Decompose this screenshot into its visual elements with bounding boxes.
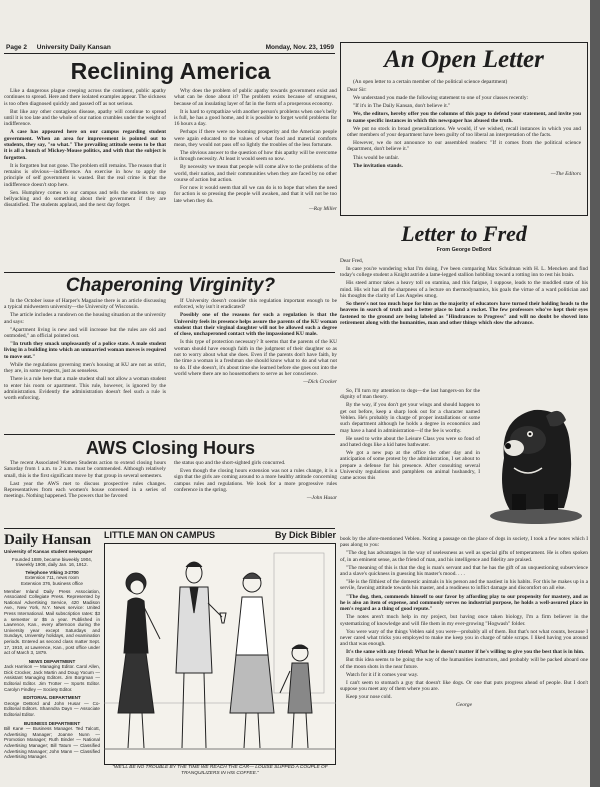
open-letter-body [347, 79, 581, 213]
signature-george: George [456, 702, 472, 709]
masthead [4, 531, 100, 783]
aws-title: AWS Closing Hours [85, 438, 255, 458]
paragraph: Even though the closing hours extension was not a rules change, it is a sign that the girls are coming around to a more healthy attitude concerning campus rules and regulations. We look for a more progressive rules conference in the spring. [174, 468, 337, 493]
paragraph: However, we do not announce to our assembled readers: "If it comes from the political science department, don't believe it." [347, 140, 581, 153]
paragraph: By the way, if you don't get your wings and should happen to get out before, keep a sharp look out for a character named Veblen. He's probably in charge of proper installations or some such department although he holds a degree in economics and may have a hand in administration—if the fee is worthy. [340, 402, 480, 434]
paragraph: We put no stock in broad generalizations. We would, if we wished, recall instances in which you and other members of your department have been guilty of too liberal an interpretation of the facts. [347, 125, 581, 139]
paragraph: It is forgotten but not gone. The problem still remains. The reason that it remains is obvious—indifference. An exercise in how to apply the principle of self government is wasted. But the real crime is that the indifference doesn't stop here. [4, 162, 166, 188]
news-dept-head: NEWS DEPARTMENT [28, 658, 76, 664]
byline-dick-crocker: —Dick Crocker [303, 378, 337, 385]
letter-bottom-text [340, 536, 588, 785]
paragraph: The invitation stands. [353, 162, 403, 169]
aws-col-1 [4, 460, 166, 526]
masthead-member: Member Inland Daily Press Association, Associated Collegiate Press. Represented by National Advertising Service, 420 Madison Ave., New York, N.Y. News service: United Press International. Mail subscription rates: $3 a semester or $5 a year. Published in Lawrence, Kan., every afternoon during the University year except Saturdays and Sundays, University holidays, and examination periods. Entered as second class matter Sept. 17, 1910, at Lawrence, Kan., post office under act of March 3, 1879. [4, 588, 100, 656]
chaperoning-title: Chaperoning Virginity? [65, 275, 276, 296]
cartoon [104, 529, 336, 785]
issue-date: Monday, Nov. 23, 1959 [265, 44, 334, 51]
open-letter-box [340, 42, 588, 216]
page-header [6, 44, 336, 53]
paragraph: It's the same with any friend: What he is doesn't matter if he's willing to give you the best that is in him. [346, 649, 585, 656]
paragraph: Is this type of protection necessary? It seems that the parents of the KU woman should have enough faith in the judgment of their daughter so as not to worry about what she does. Even if the parents don't have faith, by the time a woman is a freshman she should know what to do and what not to do. If she doesn't, it's about time she learned before she goes out into the world where there are no housemothers to serve as her conscience. [174, 339, 337, 377]
masthead-phone-3: Extension 376, business office [21, 580, 83, 586]
chaperoning-col-1 [4, 298, 166, 432]
business-dept-head: BUSINESS DEPARTMENT [23, 720, 81, 726]
masthead-founded-2: triweekly 1908, daily Jan. 16, 1912. [16, 562, 88, 568]
paragraph: "In truth they smack unpleasantly of a police state. A male student living in a building into which an unmarried woman moves is required to move out." [4, 341, 166, 360]
cartoon-caption: "WE'LL BE NO TROUBLE BY THE TIME WE REACH THE CAR— LOUISE SLIPPED A COUPLE OF TRANQUILIZERS IN HIS COFFEE." [112, 765, 328, 776]
paragraph: But this idea seems to be going the way of the humanities instructors, and probably will be packed aboard one of the moon shots in the near future. [340, 657, 588, 670]
aws-col-2 [174, 460, 337, 526]
paragraph: You were wary of the things Veblen said you were—probably all of them. But that's not what counts, because I never cared what tricks you employed to make me keep you in charge of table scraps. I liked having you around and that was enough. [340, 628, 588, 648]
section-rule [4, 272, 335, 273]
cartoon-drawing [104, 543, 336, 765]
paragraph: In case you're wondering what I'm doing, I've been comparing Max Schulman with H. L. Mencken and find today's college student a Knight astride a lame-legged stallion hobbling toward a rotting inn to rest his brain. [340, 266, 588, 279]
page-number: Page 2 [6, 44, 27, 51]
letter-to-fred [340, 220, 588, 785]
paragraph: Keep your nose cold. [346, 694, 392, 701]
letter-to-fred-title: Letter to Fred [401, 221, 527, 246]
paragraph: We, the editors, hereby offer you the columns of this page to defend your statement, and invite you to name specific instances in which this newspaper has abused the truth. [347, 111, 581, 124]
business-dept-staff: Bill Kane — Business Manager. Ted Talcott, Advertising Manager; Joanne Nunn — Promotion Manager; Ruth Binder — National Advertising Manager; Bill Tatum — Classified Advertising Manager; John Mann — Classified Advertising Manager. [4, 726, 100, 760]
byline-ray-miller: —Ray Miller [309, 205, 337, 212]
paragraph: The recent Associated Women Students action to extend closing hours Saturday from 1 a.m. to 2 a.m. must be commended. Although relatively small, this is the first significant move by that group in several semesters. [4, 460, 166, 479]
paragraph: Dear Sir: [347, 87, 367, 94]
paragraph: This would be unfair. [353, 154, 400, 161]
masthead-phone-2: Extension 711, news room [25, 575, 79, 581]
reclining-col-1 [4, 88, 166, 270]
paragraph: So, I'll turn my attention to dogs—the last hangers-on for the dignity of man theory. [340, 388, 480, 401]
paragraph: We understand you made the following statement to one of your classes recently: [353, 95, 529, 102]
paragraph: But like any other contagious disease, apathy will continue to spread until it is too late and the whole of our nation crumbles under the weight of indifference. [4, 108, 166, 128]
paragraph: Watch for it if it comes your way. [346, 671, 419, 678]
paragraph: While the regulations governing men's housing at KU are not as strict, they are, in some respects, just as senseless. [4, 361, 166, 375]
paragraph: It is hard to sympathize with another person's problems when one's belly is full, he has a good home, and it is possible to forget world problems for 16 hours a day. [174, 108, 337, 128]
cartoon-header [104, 529, 336, 541]
paragraph: In the October issue of Harper's Magazine there is an article discussing a typical midwestern university—the University of Wisconsin. [4, 298, 166, 311]
letter-top-text [340, 258, 588, 386]
section-rule [4, 434, 335, 435]
reclining-col-2 [174, 88, 337, 270]
paragraph: the status quo and the short-sighted girls concurred. [174, 460, 286, 466]
byline-editors: —The Editors [550, 170, 581, 177]
paper-name: University Daily Kansan [36, 44, 111, 51]
paragraph: (An open letter to a certain member of the political science department) [353, 79, 508, 85]
paragraph: "The meaning of this is that the dog is man's servant and that he has the gift of an unquestioning subservience and a slave's quickness in guessing his master's mood. . . . [340, 564, 588, 578]
editorial-dept-staff: George DeBord and John Husar — Co-Editorial Editors. Shanndra Dayn — Associate Editorial Editor. [4, 700, 100, 718]
masthead-owner: University of Kansas student newspaper [4, 549, 93, 554]
cartoon-title: LITTLE MAN ON CAMPUS [104, 530, 215, 540]
header-rule [4, 53, 335, 54]
paragraph: He used to write about the Leisure Class you were so fond of and hated dogs like a kid hates bathwater. [340, 435, 480, 448]
paragraph: His steed armor takes a heavy toll on stamina, and this fatigue, I suppose, leads to the muddled state of his mind. His wit has all the sharpness of a lecture on thermodynamics, his goals the virtue of a ward politician and his thoughts the clarity of Los Angeles smog. [340, 280, 588, 300]
paragraph: We got a new pup at the office the other day and in anticipation of some protest by the administration, I set about to prepare a defense for his presence. After consulting several University regulations and pamphlets on animal husbandry, I came across this [340, 450, 480, 482]
paragraph: Sen. Humphrey comes to our campus and tells the students to stop bellyaching and do something about their government if they are dissatisfied. The students applaud, and the next day forget. [4, 189, 166, 209]
editorial-dept-head: EDITORIAL DEPARTMENT [23, 695, 81, 701]
paragraph: A case has appeared here on our campus regarding student government. When an area for improvement is pointed out to students, they say, "so what." The prevailing attitude seems to be that it is all a bunch of Mickey-Mouse politics, and with that the subject is forgotten. [4, 129, 166, 161]
reclining-america-title: Reclining America [70, 58, 271, 84]
masthead-title: Daily Hansan [4, 532, 92, 548]
paragraph: The article includes a rundown on the housing situation at the university and says: [4, 312, 166, 325]
masthead-founded-1: Founded 1889, became biweekly 1904, [11, 556, 93, 562]
cartoon-byline: By Dick Bibler [274, 530, 336, 540]
reclining-america-editorial [4, 56, 337, 270]
paragraph: Dear Fred, [340, 258, 364, 264]
paragraph: For now it would seem that all we can do is to hope that when the need for action is so pressing the people will awaken, and that it will not be too late when they do. [174, 185, 337, 204]
paragraph: I can't seem to stomach a guy that doesn't like dogs. Or one that puts progress ahead of people. But I don't suppose you meet any of them where you are. [340, 679, 588, 693]
page-right-edge [590, 0, 600, 787]
paragraph: By necessity we mean that people will come alive to the problems of the world, their nation, and their communities when they are faced by no other course of action but action. [174, 164, 337, 184]
open-letter-title: An Open Letter [384, 46, 544, 73]
letter-to-fred-byline: From George DeBord [436, 247, 492, 253]
paragraph: Possibly one of the reasons for such a regulation is that the University feels its presence helps assure the parents of the KU woman student that their virginal daughter will not be allowed such a degree of close, unchaperoned contact with the impassioned KU male. [174, 312, 337, 338]
paragraph: Why does the problem of public apathy towards government exist and what can be done about it? The problem exists because of smugness, because of an insulating layer of fat in the form of a prosperous economy. [174, 88, 337, 107]
news-dept-staff: Jack Harrison — Managing Editor. Carol Allen, Dick Crocker, Jack Martin and Doug Yocum — Assistant Managing Editors. Jim Borgman — Editorial Editor. Jim Trotter — Sports Editor. Carolyn Findley — Society Editor. [4, 664, 100, 692]
letter-wrap-text [340, 388, 480, 534]
paragraph: The notes aren't much help in my project, but having once taken biology, I'm a firm believer in the systematizing of knowledge and will file them in my ever-growing "Hogwash" folder. [340, 614, 588, 627]
paragraph: Last year the AWS met to discuss prospective rules changes. Representatives from each women's house convened in a series of meetings. Nothing happened. The powers that be favored [4, 480, 166, 500]
paragraph: There is a rule here that a male student shall not allow a woman student to enter his room or apartment. This rule, however, is ignored by the administration. Evidently the administration doesn't feel such a rule is worth enforcing. [4, 376, 166, 402]
paragraph: The obvious answer to the question of how this apathy will be overcome is through necessity. At least it would seem so now. [174, 150, 337, 163]
paragraph: "The dog has advantages in the way of uselessness as well as special gifts of temperament. He is often spoken of, in an eminent sense, as the friend of man, and his intelligence and fidelity are praised. [340, 550, 588, 563]
masthead-phone-1: Telephone VIking 3-2700 [25, 569, 79, 575]
paragraph: Like a dangerous plague creeping across the continent, public apathy continues to spread. Here and there isolated examples appear. The sickness is too often diagnosed quickly and passed off as not serious. [4, 88, 166, 107]
paragraph: book by the afore-mentioned Veblen. Noting a passage on the place of dogs in society, I took a few notes which I pass along to you: [340, 536, 588, 549]
paragraph: Perhaps if there were no booming prosperity and the American people were again educated to the values of what food and material comforts mean, they would not pass off so lightly the troubles of the less fortunate. [174, 129, 337, 148]
chaperoning-col-2 [174, 298, 337, 432]
aws-editorial [4, 436, 337, 526]
paragraph: "He is the filthiest of the domestic animals in his person and the nastiest in his habits. For this he makes up in a servile, fawning attitude towards his master, and a readiness to inflict damage and discomfort on all else. [340, 579, 588, 592]
byline-john-husar: —John Husar [306, 495, 337, 502]
paragraph: If University doesn't consider this regulation important enough to be enforced, why isn't it eradicated? [174, 298, 337, 311]
chaperoning-editorial [4, 274, 337, 432]
paragraph: "The dog, then, commends himself to our favor by affording play to our propensity for mastery, and as he is also an item of expense, and commonly serves no industrial purpose, he holds a well-assured place in men's regard as a thing of good repute." [340, 593, 588, 613]
paragraph: So there's not too much hope for him as the majority of educators have turned their holding heads to the heavens in search of truth and a better place to land a rocket. The few professors who've kept their eyes fastened to the ground are being labeled as "Hindrances to Progress" and will no doubt be shoved into retirement along with the humanities, man and other things which slow the advance. [340, 301, 588, 327]
paragraph: "Apartment living is new and will increase but the rules are old and outmoded," an official pointed out. [4, 326, 166, 340]
dog-illustration [484, 398, 586, 528]
paragraph: "If it's in The Daily Kansan, don't believe it." [353, 103, 451, 110]
